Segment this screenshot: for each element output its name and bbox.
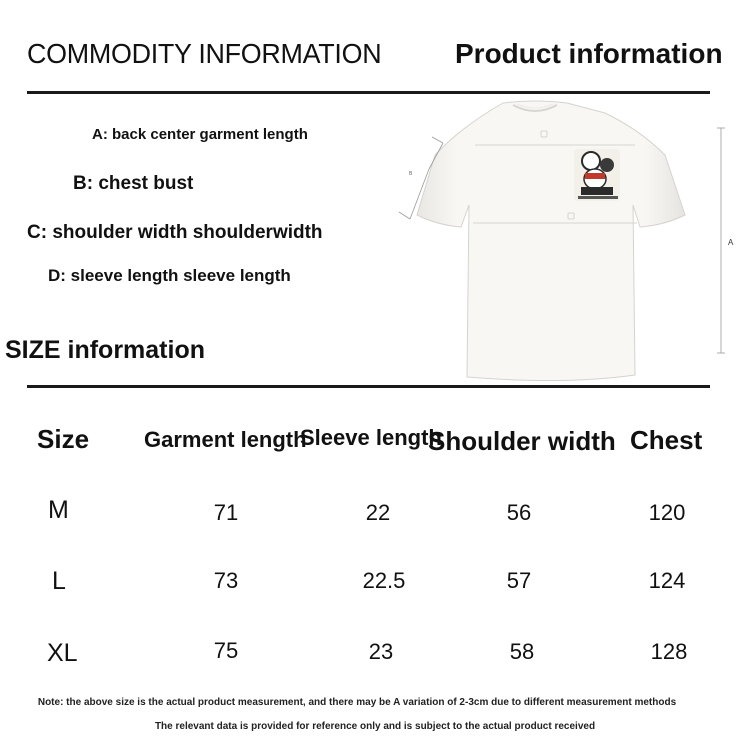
- row-l-chest: 124: [648, 568, 686, 593]
- row-xl-chest: 128: [650, 639, 688, 664]
- row-xl-sleeve: 23: [368, 639, 394, 664]
- row-xl-shoulder: 58: [509, 639, 535, 664]
- row-l-sleeve: 22.5: [362, 568, 406, 593]
- cartoon-dog-patch: [574, 149, 620, 201]
- header-shoulder-width: Shoulder width: [428, 426, 616, 456]
- row-l-size: L: [52, 567, 66, 595]
- product-information-title: Product information: [455, 38, 723, 69]
- size-information-title: SIZE information: [5, 336, 205, 364]
- row-l-garment: 73: [213, 568, 239, 593]
- tshirt-image: [395, 95, 740, 385]
- legend-sleeve-length: D: sleeve length sleeve length: [48, 266, 291, 285]
- row-xl-garment: 75: [213, 638, 239, 663]
- middle-divider: [27, 385, 710, 388]
- row-m-sleeve: 22: [365, 500, 391, 525]
- diagram-label-b: B: [409, 171, 413, 177]
- row-m-garment: 71: [213, 500, 239, 525]
- legend-shoulder-width: C: shoulder width shoulderwidth: [27, 222, 323, 243]
- legend-garment-length: A: back center garment length: [92, 126, 308, 143]
- commodity-information-title: COMMODITY INFORMATION: [27, 38, 382, 69]
- header-sleeve-length: Sleeve length: [300, 425, 442, 450]
- header-chest: Chest: [630, 425, 703, 455]
- reference-note: The relevant data is provided for reference only and is subject to the actual product received: [154, 721, 596, 732]
- row-l-shoulder: 57: [506, 568, 532, 593]
- header-garment-length: Garment length: [144, 427, 307, 452]
- row-m-chest: 120: [648, 500, 686, 525]
- top-divider: [27, 91, 710, 94]
- tshirt-diagram: [395, 95, 740, 385]
- measurement-note: Note: the above size is the actual product measurement, and there may be A variation of 2-3cm due to different measurement methods: [37, 697, 677, 708]
- diagram-label-a: A: [728, 238, 734, 247]
- header-size: Size: [37, 424, 90, 454]
- row-m-size: M: [48, 496, 69, 524]
- legend-chest-bust: B: chest bust: [73, 173, 194, 194]
- row-m-shoulder: 56: [506, 500, 532, 525]
- row-xl-size: XL: [47, 639, 78, 667]
